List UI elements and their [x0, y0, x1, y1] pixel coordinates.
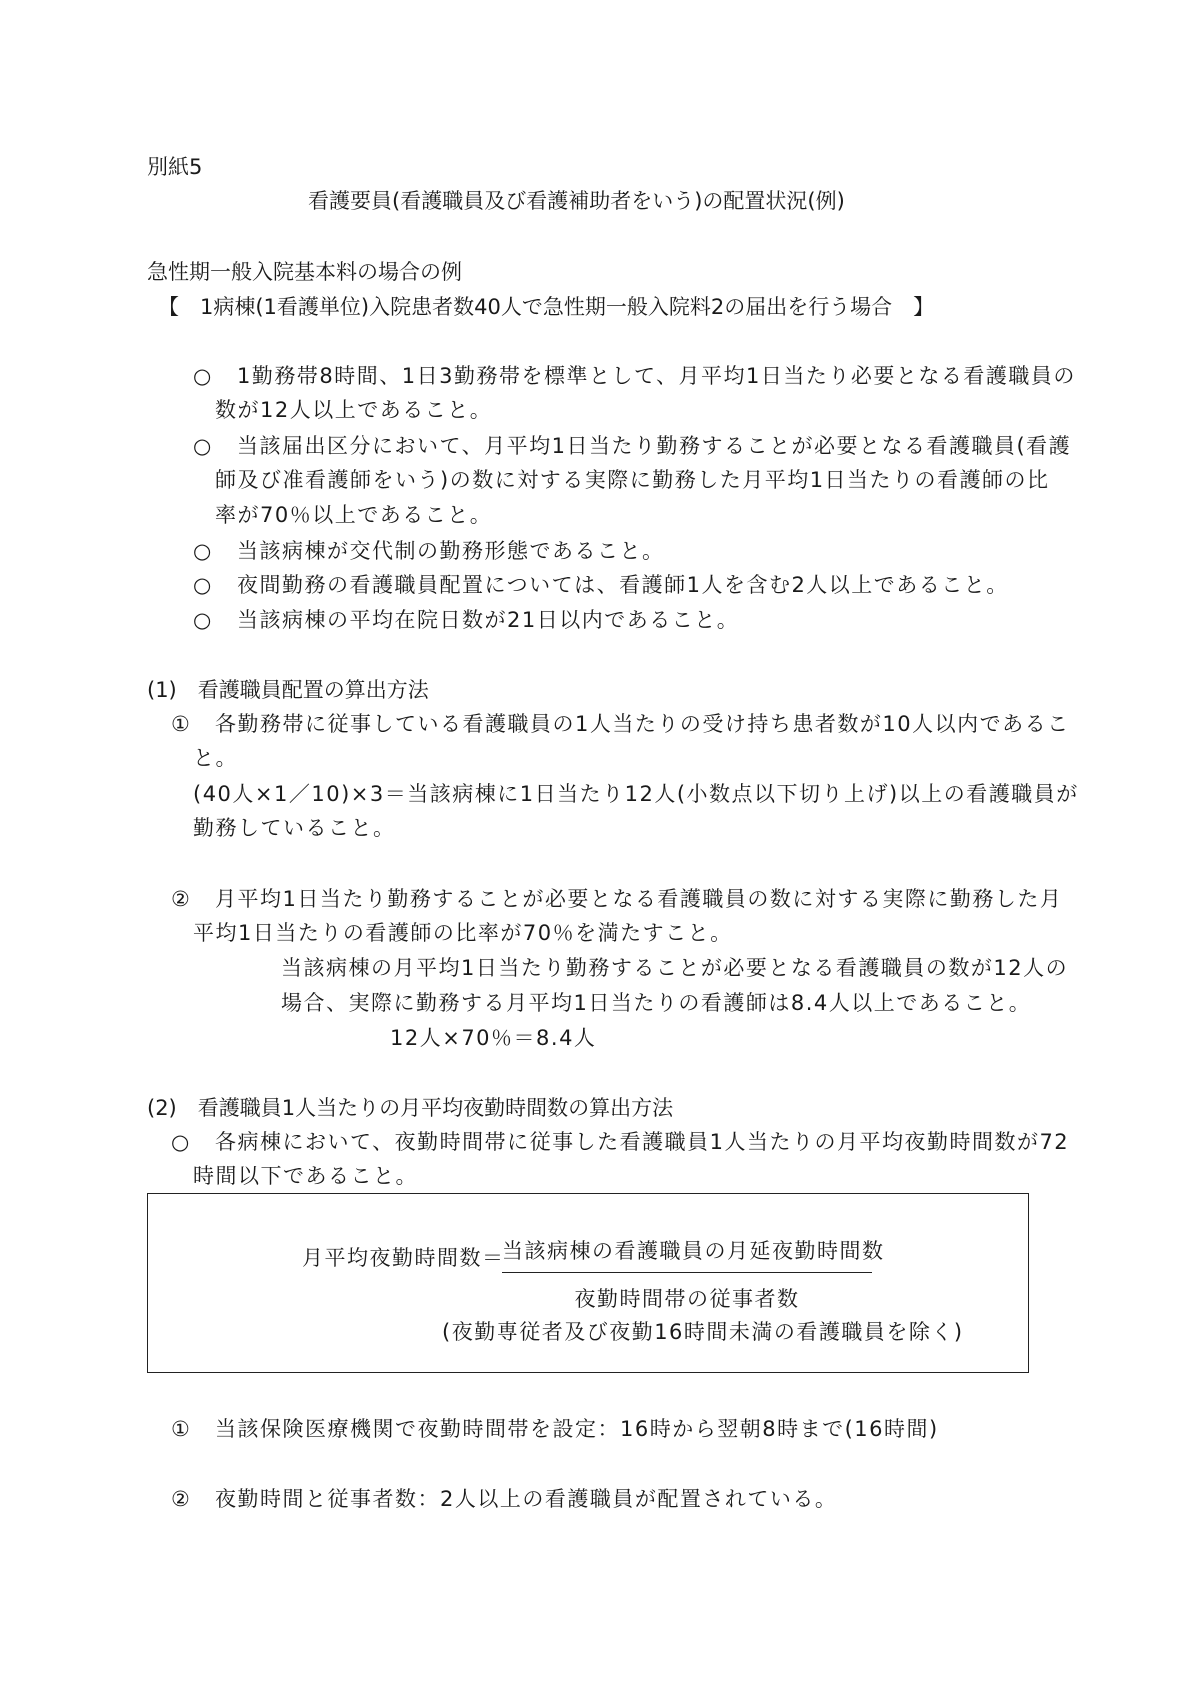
requirement-text: 1勤務帯8時間、1日3勤務帯を標準として、月平均1日当たり必要となる看護職員の: [237, 364, 1076, 388]
formula-numerator: 当該病棟の看護職員の月延夜勤時間数: [502, 1239, 885, 1263]
section2-heading: (2) 看護職員1人当たりの月平均夜勤時間数の算出方法: [147, 1096, 674, 1120]
detail-text: 当該病棟の月平均1日当たり勤務することが必要となる看護職員の数が12人の: [281, 956, 1069, 980]
requirement-text: 数が12人以上であること。: [215, 398, 493, 422]
requirement-bullet: ○: [193, 573, 212, 597]
fraction-bar: [502, 1272, 872, 1273]
requirement-bullet: ○: [193, 608, 212, 632]
item-marker: ①: [171, 1417, 190, 1441]
requirement-text: 率が70％以上であること。: [215, 503, 493, 527]
example-heading: 急性期一般入院基本料の場合の例: [147, 260, 462, 284]
item-text: 当該保険医療機関で夜勤時間帯を設定：16時から翌朝8時まで(16時間): [215, 1417, 939, 1441]
page-title: 看護要員(看護職員及び看護補助者をいう)の配置状況(例): [308, 189, 845, 213]
requirement-bullet: ○: [193, 539, 212, 563]
item-text: 時間以下であること。: [193, 1164, 418, 1188]
requirement-bullet: ○: [193, 434, 212, 458]
requirement-bullet: ○: [193, 364, 212, 388]
attachment-label: 別紙5: [147, 155, 203, 179]
item-text: と。: [193, 746, 238, 770]
item-text: 各勤務帯に従事している看護職員の1人当たりの受け持ち患者数が10人以内であるこ: [215, 712, 1070, 736]
requirement-text: 当該病棟の平均在院日数が21日以内であること。: [237, 608, 740, 632]
item-marker: ②: [171, 887, 190, 911]
item-text: 月平均1日当たり勤務することが必要となる看護職員の数に対する実際に勤務した月: [215, 887, 1063, 911]
item-text: 各病棟において、夜勤時間帯に従事した看護職員1人当たりの月平均夜勤時間数が72: [215, 1130, 1070, 1154]
item-marker: ②: [171, 1487, 190, 1511]
requirement-text: 当該届出区分において、月平均1日当たり勤務することが必要となる看護職員(看護: [237, 434, 1072, 458]
item-text: 夜勤時間と従事者数：2人以上の看護職員が配置されている。: [215, 1487, 838, 1511]
formula-lhs: 月平均夜勤時間数＝: [302, 1246, 505, 1270]
formula-note: (夜勤専従者及び夜勤16時間未満の看護職員を除く): [442, 1320, 964, 1344]
calc-text: 勤務していること。: [193, 816, 396, 840]
item-bullet: ○: [171, 1130, 190, 1154]
requirement-text: 夜間勤務の看護職員配置については、看護師1人を含む2人以上であること。: [237, 573, 1009, 597]
example-condition: 【 1病棟(1看護単位)入院患者数40人で急性期一般入院料2の届出を行う場合 】: [158, 295, 935, 319]
formula-denominator: 夜勤時間帯の従事者数: [574, 1287, 800, 1311]
formula-fraction: [502, 1235, 885, 1313]
ratio-formula: 12人×70％＝8.4人: [390, 1026, 597, 1050]
requirement-text: 師及び准看護師をいう)の数に対する実際に勤務した月平均1日当たりの看護師の比: [215, 468, 1050, 492]
item-marker: ①: [171, 712, 190, 736]
detail-text: 場合、実際に勤務する月平均1日当たりの看護師は8.4人以上であること。: [281, 991, 1032, 1015]
item-text: 平均1日当たりの看護師の比率が70％を満たすこと。: [193, 921, 733, 945]
requirement-text: 当該病棟が交代制の勤務形態であること。: [237, 539, 665, 563]
calc-text: (40人×1／10)×3＝当該病棟に1日当たり12人(小数点以下切り上げ)以上の看護職員が: [193, 782, 1079, 806]
section1-heading: (1) 看護職員配置の算出方法: [147, 678, 429, 702]
